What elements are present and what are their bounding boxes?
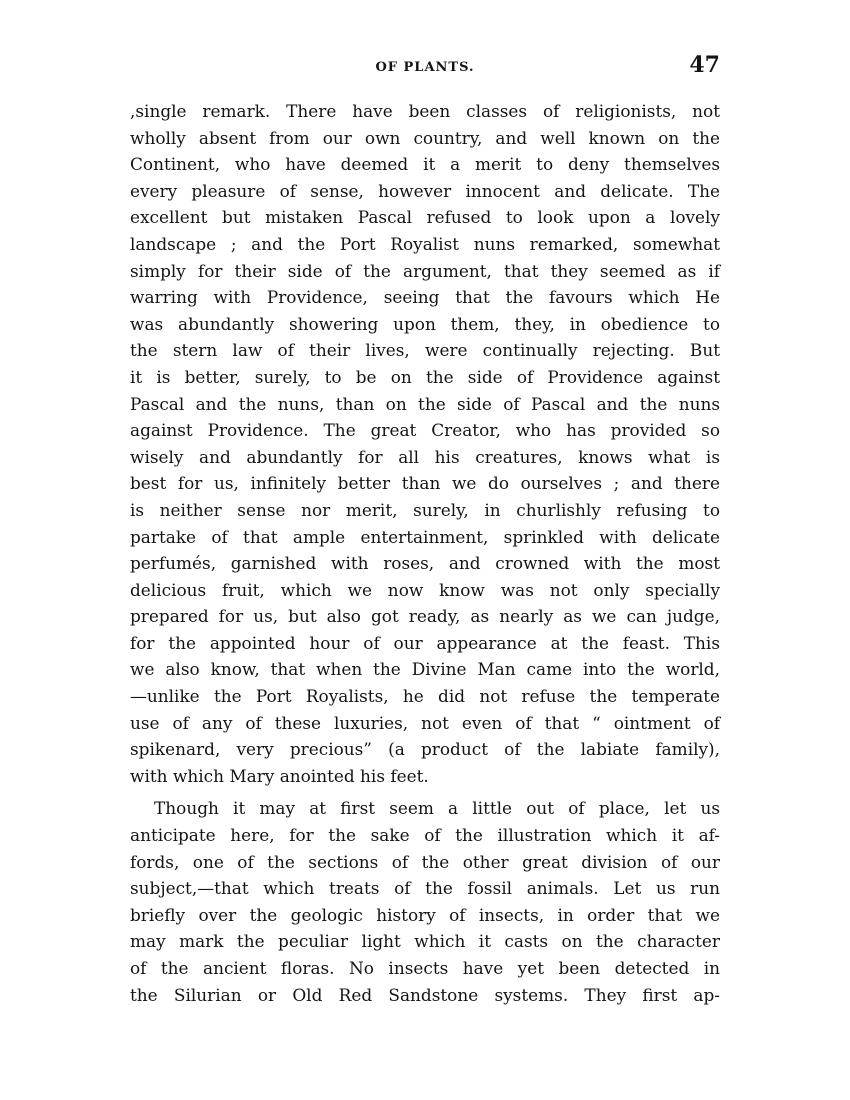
text-line: warring with Providence, seeing that the favours which He: [130, 287, 720, 308]
text-line: partake of that ample entertainment, sprinkled with delicate: [130, 526, 720, 547]
text-line: we also know, that when the Divine Man came into the world,: [130, 659, 720, 680]
text-line: simply for their side of the argument, that they seemed as if: [130, 260, 720, 281]
text-line: the stern law of their lives, were continually rejecting. But: [130, 340, 720, 361]
running-head: [130, 52, 720, 80]
page-number: 47: [689, 52, 720, 78]
text-line: —unlike the Port Royalists, he did not refuse the temperate: [130, 686, 720, 707]
text-line: fords, one of the sections of the other great division of our: [130, 851, 720, 872]
text-line: spikenard, very precious” (a product of the labiate family),: [130, 739, 720, 760]
text-line: perfumés, garnished with roses, and crowned with the most: [130, 553, 720, 574]
text-line: anticipate here, for the sake of the illustration which it af-: [130, 825, 720, 846]
text-line: Though it may at first seem a little out of place, let us: [154, 798, 720, 819]
body-text: [130, 98, 720, 1008]
running-title: OF PLANTS.: [375, 60, 475, 75]
text-line: against Providence. The great Creator, who has provided so: [130, 420, 720, 441]
text-line: is neither sense nor merit, surely, in churlishly refusing to: [130, 499, 720, 520]
paragraph-2: [130, 795, 720, 1008]
text-line: briefly over the geologic history of insects, in order that we: [130, 904, 720, 925]
text-line: with which Mary anointed his feet.: [130, 765, 429, 786]
text-line: ,single remark. There have been classes of religionists, not: [130, 101, 720, 121]
text-line: wholly absent from our own country, and well known on the: [130, 127, 720, 148]
text-line: may mark the peculiar light which it casts on the character: [130, 931, 720, 952]
text-line: it is better, surely, to be on the side of Providence against: [130, 366, 720, 387]
text-line: best for us, infinitely better than we do ourselves ; and there: [130, 473, 720, 494]
text-line: prepared for us, but also got ready, as nearly as we can judge,: [130, 606, 720, 627]
text-line: wisely and abundantly for all his creatures, knows what is: [130, 446, 720, 467]
text-line: Pascal and the nuns, than on the side of Pascal and the nuns: [130, 393, 720, 414]
text-line: landscape ; and the Port Royalist nuns remarked, somewhat: [130, 233, 720, 254]
text-line: Continent, who have deemed it a merit to deny themselves: [130, 154, 720, 175]
text-line: of the ancient floras. No insects have yet been detected in: [130, 958, 720, 978]
text-line: the Silurian or Old Red Sandstone systems. They first ap-: [130, 984, 720, 1005]
text-line: was abundantly showering upon them, they, in obedience to: [130, 313, 720, 334]
text-line: use of any of these luxuries, not even of that “ ointment of: [130, 712, 720, 733]
text-line: subject,—that which treats of the fossil animals. Let us run: [130, 878, 720, 899]
paragraph-1: [130, 98, 720, 789]
text-line: every pleasure of sense, however innocent and delicate. The: [130, 180, 720, 201]
text-line: excellent but mistaken Pascal refused to look upon a lovely: [130, 207, 720, 228]
text-line: for the appointed hour of our appearance at the feast. This: [130, 632, 720, 653]
text-line: delicious fruit, which we now know was not only specially: [130, 579, 720, 600]
